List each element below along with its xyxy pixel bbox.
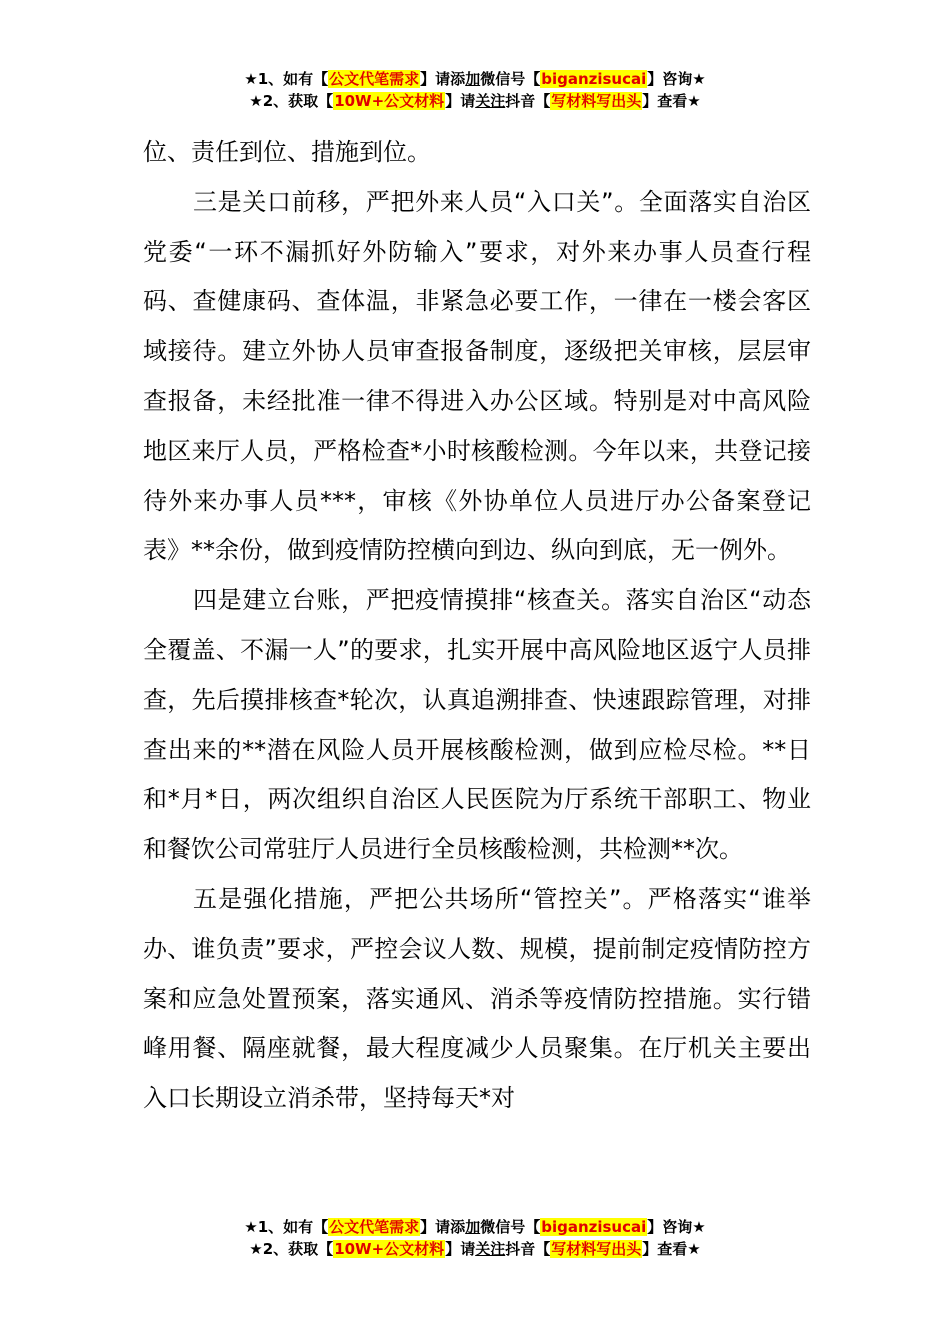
document-body (143, 128, 811, 1124)
banner-text: 】查看★ (642, 1240, 701, 1258)
banner-line-1 (0, 1216, 950, 1238)
banner-text: 】请 (445, 92, 476, 110)
banner-line-2 (0, 90, 950, 112)
banner-highlight: 写材料写出头 (551, 1240, 642, 1258)
banner-highlight: 公文代笔需求 (329, 70, 420, 88)
banner-text: ★2、获取【 (249, 92, 334, 110)
banner-emphasis: 关注 (475, 92, 506, 110)
banner-highlight: 公文代笔需求 (329, 1218, 420, 1236)
banner-line-1 (0, 68, 950, 90)
banner-text: 抖音【 (505, 1240, 551, 1258)
banner-text: ★1、如有【 (244, 70, 329, 88)
paragraph-four: 四是建立台账，严把疫情摸排“核查关。落实自治区“动态全覆盖、不漏一人”的要求，扎实开展中高风险地区返宁人员排查，先后摸排核查*轮次，认真追溯排查、快速跟踪管理，对排查出来的**潜在风险人员开展核酸检测，做到应检尽检。**日和*月*日，两次组织自治区人民医院为厅系统干部职工、物业和餐饮公司常驻厅人员进行全员核酸检测，共检测**次。 (143, 586, 811, 864)
banner-text: 】请添 (420, 70, 466, 88)
banner-highlight: 写材料写出头 (551, 92, 642, 110)
banner-emphasis: 加 (465, 1218, 481, 1236)
banner-text: 】查看★ (642, 92, 701, 110)
paragraph-three: 三是关口前移，严把外来人员“入口关”。全面落实自治区党委“一环不漏抓好外防输入”要求，对外来办事人员查行程码、查健康码、查体温，非紧急必要工作，一律在一楼会客区域接待。建立外协人员审查报备制度，逐级把关审核，层层审查报备，未经批准一律不得进入办公区域。特别是对中高风险地区来厅人员，严格检查*小时核酸检测。今年以来，共登记接待外来办事人员***，审核《外协单位人员进厅办公备案登记表》**余份，做到疫情防控横向到边、纵向到底，无一例外。 (143, 187, 811, 565)
paragraph-continuation: 位、责任到位、措施到位。 (143, 138, 431, 166)
banner-line-2 (0, 1238, 950, 1260)
banner-highlight: 10W+公文材料 (334, 1240, 445, 1258)
banner-text: 微信号【 (480, 1218, 541, 1236)
banner-highlight: biganzisucai (541, 70, 647, 88)
banner-text: 】请添 (420, 1218, 466, 1236)
banner-emphasis: 关注 (475, 1240, 506, 1258)
header-banner (0, 68, 950, 112)
banner-highlight: 10W+公文材料 (334, 92, 445, 110)
banner-text: 】咨询★ (647, 70, 706, 88)
banner-text: ★1、如有【 (244, 1218, 329, 1236)
paragraph-five: 五是强化措施，严把公共场所“管控关”。严格落实“谁举办、谁负责”要求，严控会议人数、规模，提前制定疫情防控方案和应急处置预案，落实通风、消杀等疫情防控措施。实行错峰用餐、隔座就餐，最大程度减少人员聚集。在厅机关主要出入口长期设立消杀带，坚持每天*对 (143, 884, 811, 1113)
footer-banner (0, 1216, 950, 1260)
banner-text: 微信号【 (480, 70, 541, 88)
banner-text: ★2、获取【 (249, 1240, 334, 1258)
banner-text: 】请 (445, 1240, 476, 1258)
banner-text: 抖音【 (505, 92, 551, 110)
banner-text: 】咨询★ (647, 1218, 706, 1236)
banner-highlight: biganzisucai (541, 1218, 647, 1236)
banner-emphasis: 加 (465, 70, 481, 88)
